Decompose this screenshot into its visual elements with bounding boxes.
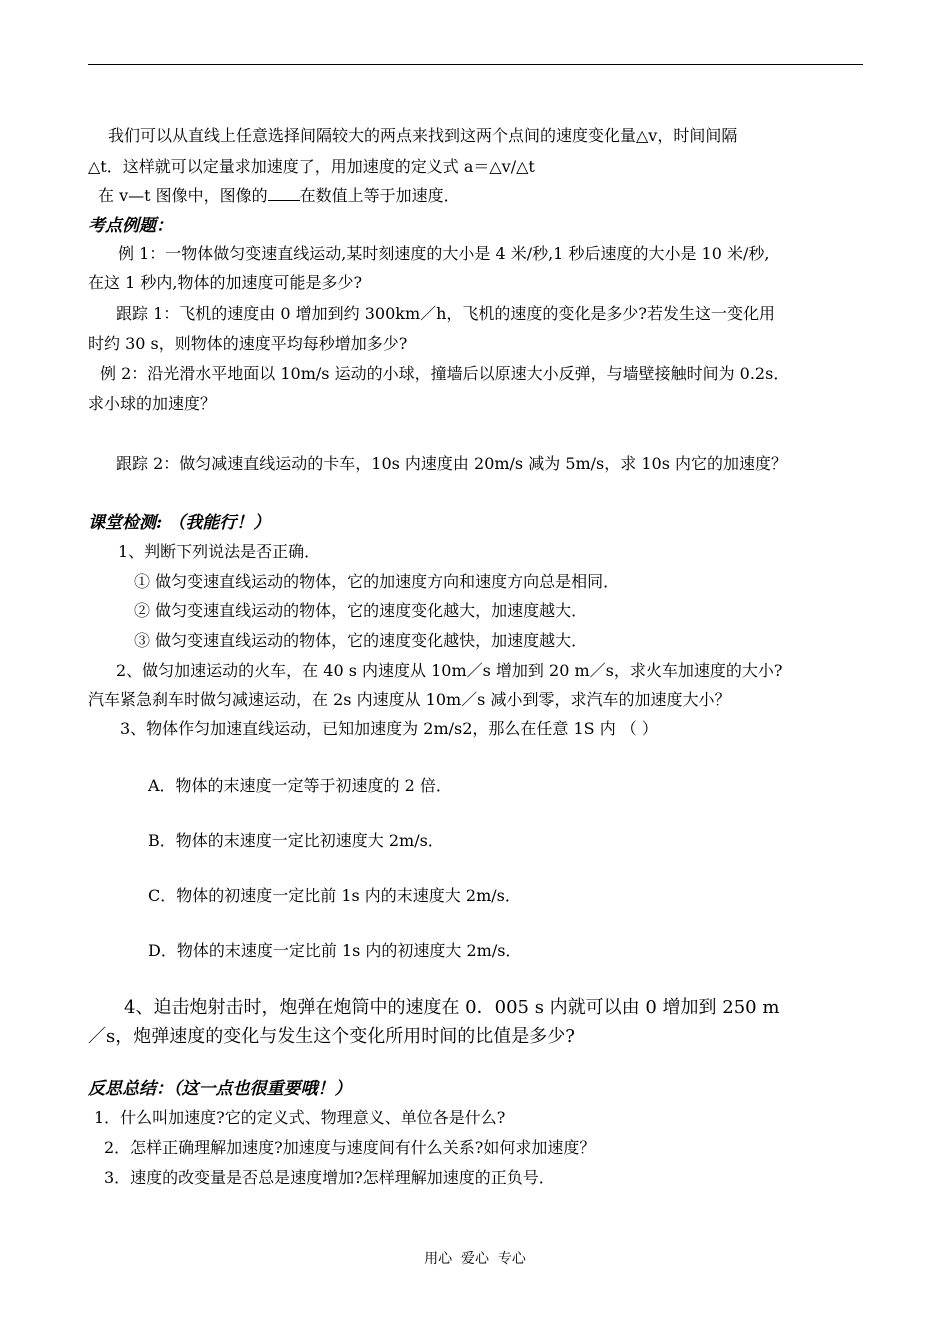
example-1-line-1: 例 1：一物体做匀变速直线运动,某时刻速度的大小是 4 米/秒,1 秒后速度的大小是 10 米/秒, (118, 244, 770, 263)
option-d: D．物体的末速度一定比前 1s 内的初速度大 2m/s． (148, 941, 522, 960)
question-3: 3、物体作匀加速直线运动，已知加速度为 2m/s2，那么在任意 1S 内 （ ） (120, 719, 658, 738)
intro-line-1: 我们可以从直线上任意选择间隔较大的两点来找到这两个点间的速度变化量△v，时间间隔 (108, 126, 738, 145)
reflect-heading: 反思总结：（这一点也很重要哦！） (88, 1079, 352, 1099)
reflect-item: 2．怎样正确理解加速度?加速度与速度间有什么关系?如何求加速度？ (104, 1138, 596, 1157)
question-2-line-2: 汽车紧急刹车时做匀减速运动，在 2s 内速度从 10m／s 减小到零，求汽车的加速度大小？ (88, 690, 731, 709)
intro-line-3 (98, 186, 460, 206)
reflect-item: 1．什么叫加速度?它的定义式、物理意义、单位各是什么? (94, 1108, 506, 1127)
track-1-line-1: 跟踪 1：飞机的速度由 0 增加到约 300km／h，飞机的速度的变化是多少?若发生这一变化用 (116, 304, 775, 323)
question-1-item: ① 做匀变速直线运动的物体，它的加速度方向和速度方向总是相同． (134, 572, 620, 591)
question-1-item: ② 做匀变速直线运动的物体，它的速度变化越大，加速度越大． (134, 601, 588, 620)
fill-in-blank (268, 186, 300, 201)
intro-line-3-after: 在数值上等于加速度． (299, 186, 460, 205)
track-2: 跟踪 2：做匀减速直线运动的卡车，10s 内速度由 20m/s 减为 5m/s，求 10s 内它的加速度？ (116, 454, 788, 473)
example-2-line-2: 求小球的加速度？ (88, 394, 217, 413)
option-c: C．物体的初速度一定比前 1s 内的末速度大 2m/s． (148, 886, 521, 905)
examples-heading: 考点例题： (88, 216, 173, 236)
question-1: 1、判断下列说法是否正确． (118, 542, 321, 561)
example-1-line-2: 在这 1 秒内,物体的加速度可能是多少? (88, 273, 363, 292)
option-a: A．物体的末速度一定等于初速度的 2 倍． (148, 776, 452, 795)
question-2-line-1: 2、做匀加速运动的火车，在 40 s 内速度从 10m／s 增加到 20 m／s，求火车加速度的大小? (116, 661, 783, 680)
track-1-line-2: 时约 30 s，则物体的速度平均每秒增加多少? (88, 334, 408, 353)
question-4-line-1: 4、迫击炮射击时，炮弹在炮筒中的速度在 0．005 s 内就可以由 0 增加到 250 m (124, 997, 780, 1018)
intro-line-2: △t．这样就可以定量求加速度了，用加速度的定义式 a＝△v/△t (88, 157, 535, 176)
example-2-line-1: 例 2：沿光滑水平地面以 10m/s 运动的小球，撞墙后以原速大小反弹，与墙壁接触时间为 0.2s． (100, 364, 790, 383)
reflect-item: 3．速度的改变量是否总是速度增加?怎样理解加速度的正负号． (104, 1168, 555, 1187)
page-footer: 用心 爱心 专心 (424, 1251, 526, 1267)
intro-line-3-before: 在 v—t 图像中，图像的 (98, 186, 268, 205)
question-4-line-2: ／s，炮弹速度的变化与发生这个变化所用时间的比值是多少? (88, 1026, 575, 1047)
option-b: B．物体的末速度一定比初速度大 2m/s． (148, 831, 444, 850)
header-rule (88, 64, 863, 65)
question-1-item: ③ 做匀变速直线运动的物体，它的速度变化越快，加速度越大． (134, 631, 588, 650)
check-heading: 课堂检测: （我能行！） (88, 513, 271, 533)
